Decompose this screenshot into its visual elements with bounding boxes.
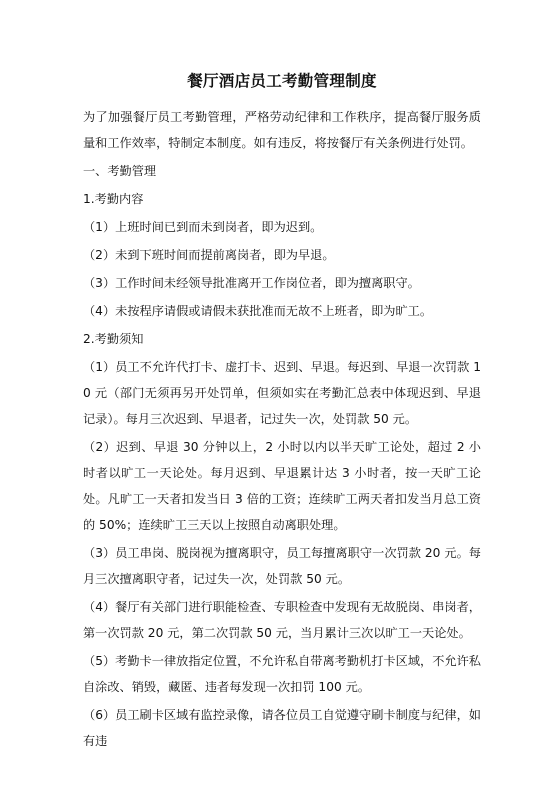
note-5-attendance-card: （5）考勤卡一律放指定位置，不允许私自带离考勤机打卡区域，不允许私自涂改、销毁，藏匿、违者每发现一次扣罚 100 元。 [83,654,481,694]
rule-late: （1）上班时间已到而未到岗者，即为迟到。 [83,220,323,234]
note-6-surveillance: （6）员工刷卡区域有监控录像，请各位员工自觉遵守刷卡制度与纪律，如有违 [83,708,481,748]
document-page [83,70,481,756]
section-heading-attendance-management: 一、考勤管理 [83,164,157,178]
note-3-leaving-post: （3）员工串岗、脱岗视为擅离职守，员工每擅离职守一次罚款 20 元。每月三次擅离职守者，记过失一次，处罚款 50 元。 [83,546,481,586]
note-1-punch-card: （1）员工不允许代打卡、虚打卡、迟到、早退。每迟到、早退一次罚款 10 元（部门无须再另开处罚单，但须如实在考勤汇总表中体现迟到、早退记录）。每月三次迟到、早退者，记过失一次，处罚款 50 元。 [83,360,481,426]
subsection-heading-attendance-content: 1.考勤内容 [83,192,144,206]
rule-early-leave: （2）未到下班时间而提前离岗者，即为早退。 [83,248,335,262]
rule-leaving-post: （3）工作时间未经领导批准离开工作岗位者，即为擅离职守。 [83,276,420,290]
rule-absenteeism: （4）未按程序请假或请假未获批准而无故不上班者，即为旷工。 [83,304,433,318]
subsection-heading-attendance-notes: 2.考勤须知 [83,332,144,346]
intro-paragraph: 为了加强餐厅员工考勤管理，严格劳动纪律和工作秩序，提高餐厅服务质量和工作效率，特制定本制度。如有违反，将按餐厅有关条例进行处罚。 [83,110,481,150]
document-title: 餐厅酒店员工考勤管理制度 [187,72,377,90]
note-4-inspection: （4）餐厅有关部门进行职能检查、专职检查中发现有无故脱岗、串岗者，第一次罚款 20 元，第二次罚款 50 元，当月累计三次以旷工一天论处。 [83,600,481,640]
note-2-late-penalty: （2）迟到、早退 30 分钟以上，2 小时以内以半天旷工论处，超过 2 小时者以旷工一天论处。每月迟到、早退累计达 3 小时者，按一天旷工论处。凡旷工一天者扣发当日 3 倍的工资；连续旷工两天者扣发当月总工资的 50%；连续旷工三天以上按照自动离职处理。 [83,440,481,532]
